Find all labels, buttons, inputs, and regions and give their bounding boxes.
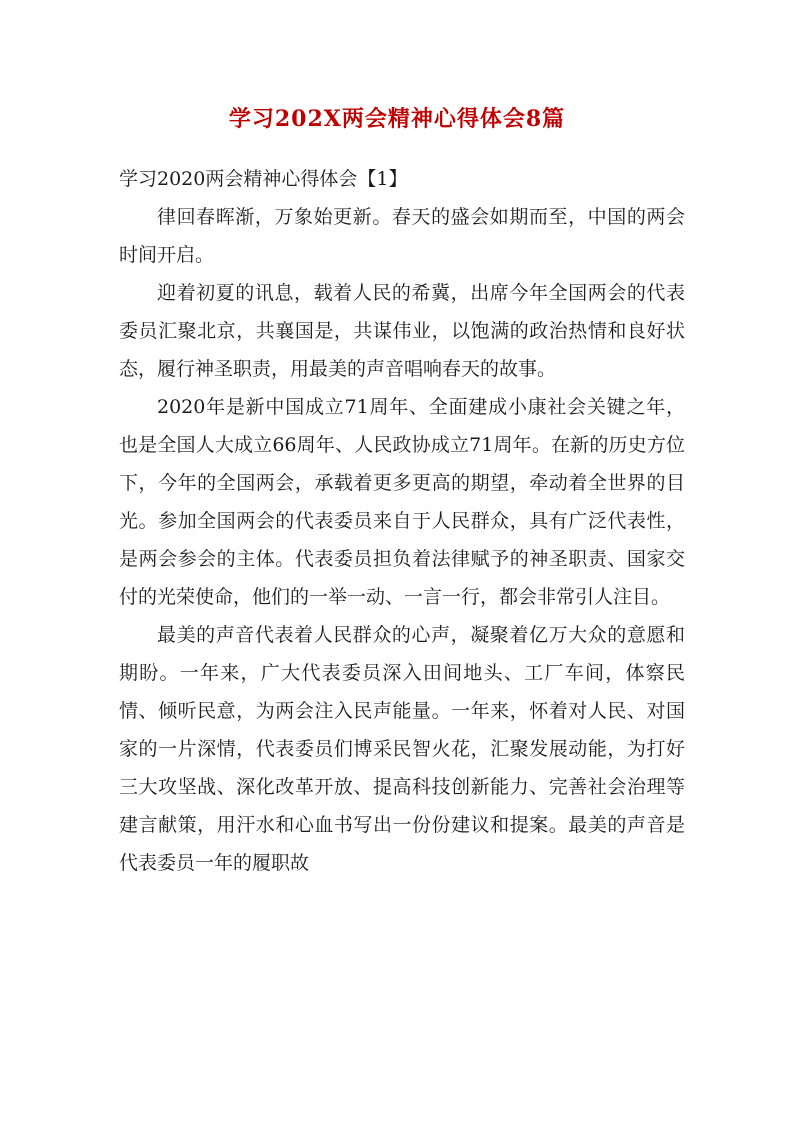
document-title: 学习202X两会精神心得体会8篇 <box>228 106 566 132</box>
paragraph-4: 最美的声音代表着人民群众的心声，凝聚着亿万大众的意愿和期盼。一年来，广大代表委员深入田间地头、工厂车间，体察民情、倾听民意，为两会注入民声能量。一年来，怀着对人民、对国家的一片深情，代表委员们博采民智火花，汇聚发展动能，为打好三大攻坚战、深化改革开放、提高科技创新能力、完善社会治理等建言献策，用汗水和心血书写出一份份建议和提案。最美的声音是代表委员一年的履职故 <box>119 624 685 874</box>
paragraph-3: 2020年是新中国成立71周年、全面建成小康社会关键之年，也是全国人大成立66周年、人民政协成立71周年。在新的历史方位下，今年的全国两会，承载着更多更高的期望，牵动着全世界的目光。参加全国两会的代表委员来自于人民群众，具有广泛代表性，是两会参会的主体。代表委员担负着法律赋予的神圣职责、国家交付的光荣使命，他们的一举一动、一言一行，都会非常引人注目。 <box>119 396 685 608</box>
paragraph-2: 迎着初夏的讯息，载着人民的希冀，出席今年全国两会的代表委员汇聚北京，共襄国是，共谋伟业，以饱满的政治热情和良好状态，履行神圣职责，用最美的声音唱响春天的故事。 <box>119 282 685 380</box>
paragraph-1: 律回春晖渐，万象始更新。春天的盛会如期而至，中国的两会时间开启。 <box>119 206 685 266</box>
section-heading: 学习2020两会精神心得体会【1】 <box>119 168 408 190</box>
document-body <box>119 160 685 882</box>
